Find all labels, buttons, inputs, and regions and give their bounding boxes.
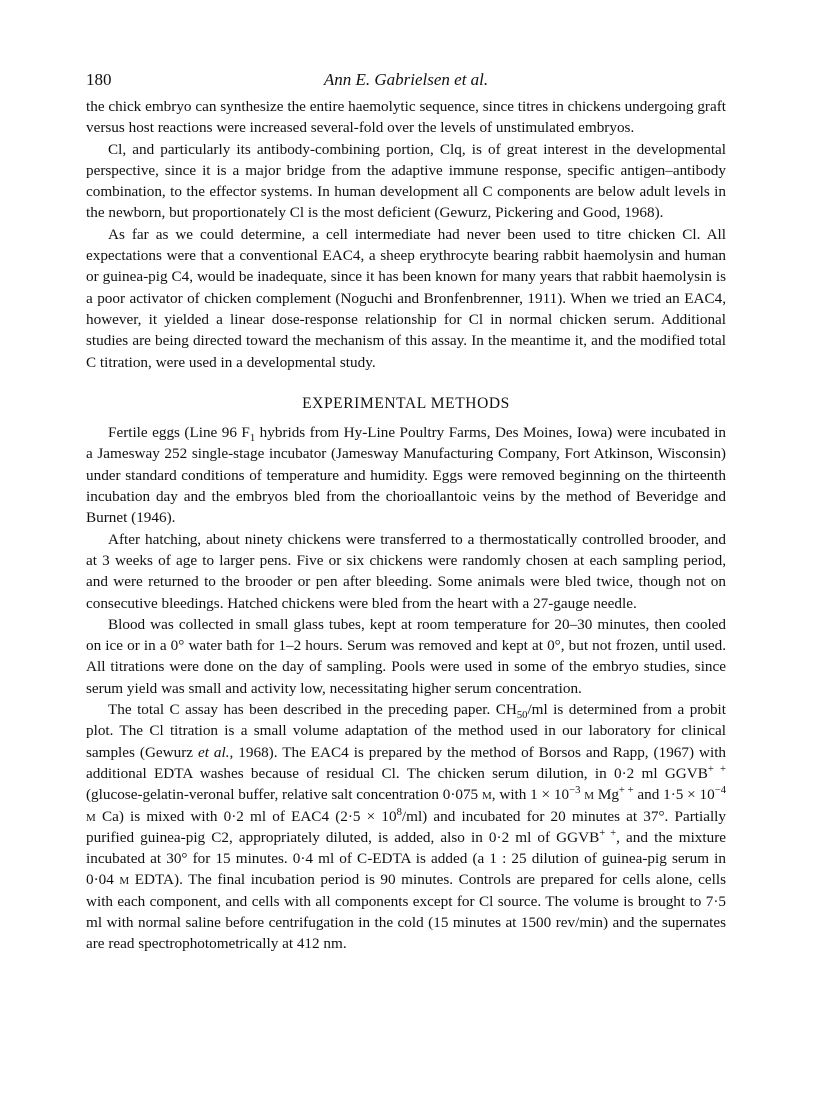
text-run: , and the mixture incubated at 30° for 15 minutes. 0·4 ml of C-EDTA is added (a 1 : 25 dilution of guinea-pig serum in 0·04 — [86, 828, 726, 889]
paragraph-6: Blood was collected in small glass tubes, kept at room temperature for 20–30 minutes, then cooled on ice or in a 0° water bath for 1–2 hours. Serum was removed and kept at 0°, but not frozen, until used. All titrations were done on the day of sampling. Pools were used in some of the embryo studies, since serum yield was small and activity low, necessitating higher serum concentration. — [86, 615, 726, 697]
paragraph-2: Cl, and particularly its antibody-combining portion, Clq, is of great interest in the developmental perspective, since it is a major bridge from the adaptive immune response, specific antigen–antibody combination, to the effector systems. In human development all C components are below adult levels in the newborn, but proportionately Cl is the most deficient (Gewurz, Pickering and Good, 1968). — [86, 140, 726, 222]
superscript: −4 — [714, 785, 727, 797]
text-run: hybrids from Hy-Line Poultry Farms, Des Moines, Iowa) were incubated in a Jamesway 252 single-stage incubator (Jamesway Manufacturing Company, Fort Atkinson, Wisconsin) under standard conditions of temperature and humidity. Eggs were removed beginning on the thirteenth incubation day and the embryos bled from the chorioallantoic veins by the method of Beveridge and Burnet (1946). — [86, 424, 727, 527]
paragraph-4 — [86, 422, 726, 528]
body-text — [86, 96, 726, 955]
superscript: + + — [599, 827, 617, 839]
superscript: 8 — [396, 806, 402, 818]
text-run: EDTA). The final incubation period is 90 minutes. Controls are prepared for cells alone, cells with each component, and cells with all components except for Cl source. The volume is brought to 7·5 ml with normal saline before centrifugation in the cold (15 minutes at 1500 rev/min) and the supernates are read spectrophotometrically at 412 nm. — [86, 871, 726, 953]
italic-run: et al. — [197, 743, 230, 761]
unit-molar: m — [584, 786, 595, 804]
subscript: 50 — [516, 710, 528, 722]
superscript: + + — [707, 763, 727, 775]
page-header — [86, 68, 726, 92]
paragraph-3: As far as we could determine, a cell intermediate had never been used to titre chicken Cl. All expectations were that a conventional EAC4, a sheep erythrocyte bearing rabbit haemolysin and human or guinea-pig C4, would be inadequate, since it has been known for many years that rabbit haemolysin is a poor activator of chicken complement (Noguchi and Bronfenbrenner, 1911). When we tried an EAC4, however, it yielded a linear dose-response relationship for Cl in normal chicken serum. Additional studies are being directed toward the mechanism of this assay. In the meantime it, and the modified total C titration, were used in a developmental study. — [86, 225, 726, 371]
text-run: Mg — [594, 786, 619, 804]
text-run: Fertile eggs (Line 96 F — [108, 424, 250, 442]
text-run: (glucose-gelatin-veronal buffer, relative salt concentration 0·075 — [86, 786, 482, 804]
text-run: /ml is determined from a probit plot. The Cl titration is a small volume adaptation of the method used in our laboratory for clinical samples (Gewurz — [86, 701, 726, 761]
section-heading: EXPERIMENTAL METHODS — [302, 394, 510, 412]
text-run: /ml) and incubated for 20 minutes at 37°. Partially purified guinea-pig C2, appropriately diluted, is added, also in 0·2 ml of GGVB — [86, 807, 726, 846]
text-run: and 1·5 × 10 — [633, 786, 715, 804]
unit-molar: m — [119, 871, 130, 889]
text-run: , with 1 × 10 — [491, 786, 570, 804]
unit-molar: m — [86, 807, 96, 825]
subscript: 1 — [249, 433, 256, 445]
running-head: Ann E. Gabrielsen et al. — [323, 70, 489, 89]
text-run: , 1968). The EAC4 is prepared by the method of Borsos and Rapp, (1967) with additional EDTA washes because of residual Cl. The chicken serum dilution, in 0·2 ml GGVB — [86, 743, 727, 782]
superscript: + + — [618, 785, 634, 797]
text-run: Ca) is mixed with 0·2 ml of EAC4 (2·5 × 10 — [95, 807, 397, 825]
paragraph-5: After hatching, about ninety chickens were transferred to a thermostatically controlled brooder, and at 3 weeks of age to larger pens. Five or six chickens were randomly chosen at each sampling period, and were returned to the brooder or pen after bleeding. Some animals were bled twice, though not on consecutive bleedings. Hatched chickens were bled from the heart with a 27-gauge needle. — [86, 530, 726, 612]
text-run: The total C assay has been described in the preceding paper. CH — [108, 701, 517, 719]
paragraph-1: the chick embryo can synthesize the entire haemolytic sequence, since titres in chickens undergoing graft versus host reactions were increased several-fold over the levels of unstimulated embryos. — [86, 98, 726, 137]
page-number: 180 — [86, 70, 112, 89]
paragraph-7 — [86, 699, 726, 955]
superscript: −3 — [569, 785, 581, 797]
unit-molar: m — [481, 786, 492, 804]
